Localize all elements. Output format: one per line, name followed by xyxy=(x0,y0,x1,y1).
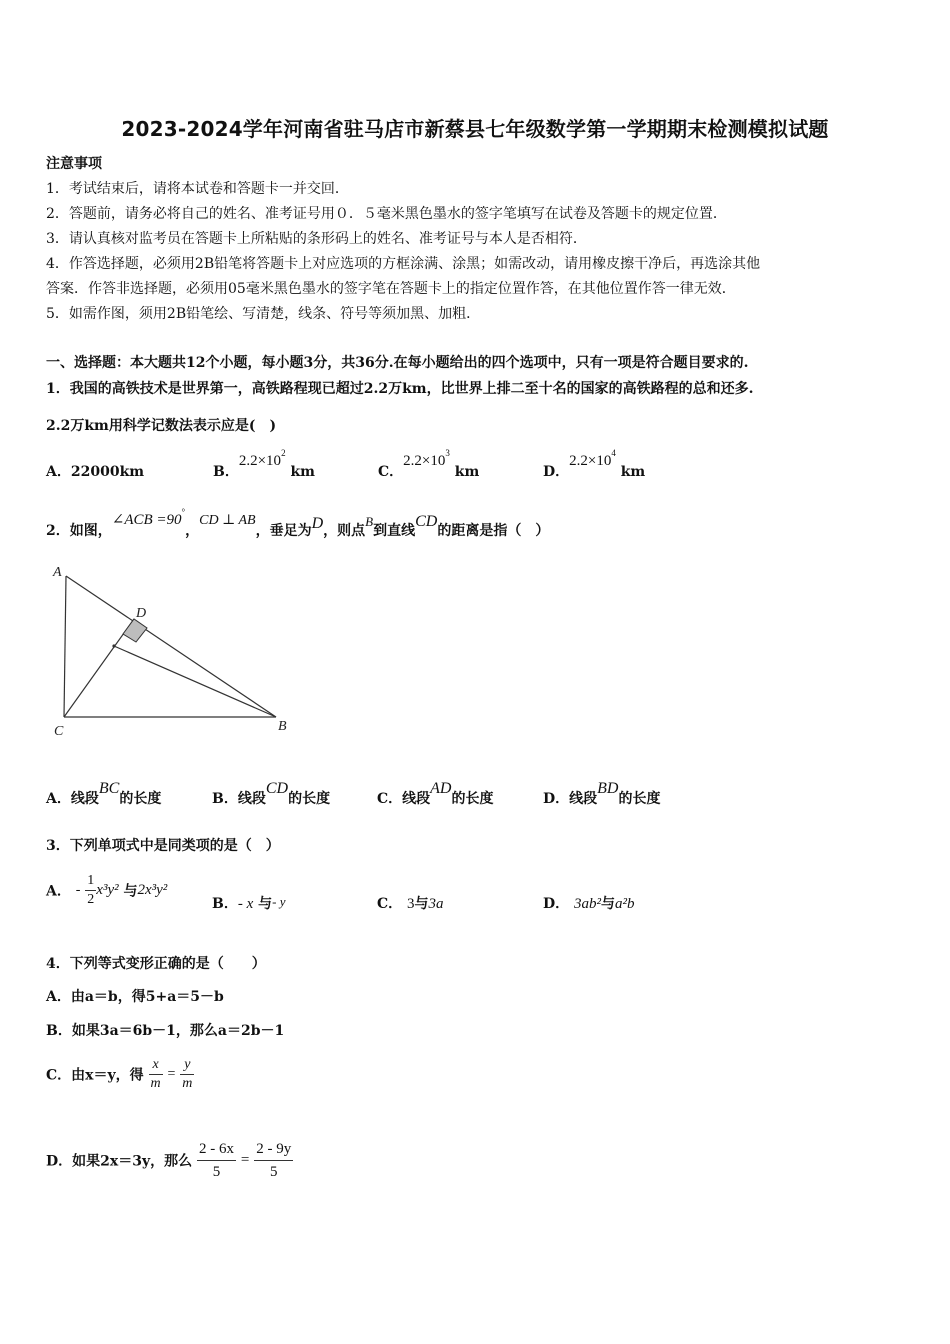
fraction: $\frac{2 - 9y}{5}$ xyxy=(254,1138,293,1183)
q2-option-b: B．线段CD的长度 xyxy=(212,780,331,807)
q1-option-a: A．22000km xyxy=(46,464,145,480)
q4-option-c: C．由x＝y，得 $\frac{x}{m}$ = $\frac{y}{m}$ xyxy=(46,1057,193,1091)
q4-stem: 4．下列等式变形正确的是（ ） xyxy=(46,956,266,972)
q2-stem: 2．如图，∠ACB =90°，CD ⊥ AB，垂足为D，则点B到直线CD的距离是指（ ） xyxy=(46,507,550,539)
q2-option-a: A．线段BC的长度 xyxy=(46,780,162,807)
q4-option-b: B．如果3a＝6b－1，那么a＝2b－1 xyxy=(46,1023,285,1039)
label-d: D xyxy=(136,606,147,621)
foot-point xyxy=(112,644,115,647)
q2-option-d: D．线段BD的长度 xyxy=(543,780,661,807)
q4-option-a: A．由a＝b，得5+a＝5－b xyxy=(46,989,224,1005)
q2-triangle-figure xyxy=(40,560,310,750)
q1-option-d: D．$2.2\times 10^4$ km xyxy=(543,448,646,480)
label-b: B xyxy=(278,719,287,734)
q2-option-c: C．线段AD的长度 xyxy=(377,780,494,807)
q1-stem-2: 2.2万km用科学记数法表示应是( ) xyxy=(46,418,277,434)
notice-item: 答案．作答非选择题，必须用05毫米黑色墨水的签字笔在答题卡上的指定位置作答，在其他位置作答一律无效． xyxy=(46,281,736,297)
notice-item: 1．考试结束后，请将本试卷和答题卡一并交回． xyxy=(46,181,349,197)
q1-option-b: B．$2.2\times 10^2$ km xyxy=(213,448,315,480)
page-title: 2023-2024学年河南省驻马店市新蔡县七年级数学第一学期期末检测模拟试题 xyxy=(121,117,829,141)
q1-stem: 1．我国的高铁技术是世界第一，高铁路程现已超过2.2万km，比世界上排二至十名的国家的高铁路程的总和还多. xyxy=(46,381,754,397)
segment-b-to-cd xyxy=(114,646,276,717)
notice-heading: 注意事项 xyxy=(46,156,102,172)
side-ab xyxy=(66,576,276,717)
q3-option-b: B．- x 与- y xyxy=(212,894,286,912)
right-angle-mark xyxy=(123,619,147,642)
q3-option-a: A． - $\frac{1}{2}$ x³y² 与2x³y² xyxy=(46,873,168,907)
side-ac xyxy=(64,576,66,717)
notice-item: 3．请认真核对监考员在答题卡上所粘贴的条形码上的姓名、准考证号与本人是否相符． xyxy=(46,231,587,247)
notice-item: 5．如需作图，须用2B铅笔绘、写清楚，线条、符号等须加黑、加粗． xyxy=(46,306,481,322)
fraction: $\frac{y}{m}$ xyxy=(182,1057,193,1091)
fraction: $\frac{1}{2}$ xyxy=(87,873,95,907)
fraction: $\frac{x}{m}$ xyxy=(150,1057,161,1091)
notice-item: 4．作答选择题，必须用2B铅笔将答题卡上对应选项的方框涂满、涂黑；如需改动，请用橡皮擦干净后，再选涂其他 xyxy=(46,256,761,272)
q4-option-d: D．如果2x＝3y，那么 $\frac{2 - 6x}{5}$ = $\frac{2 - 9y}{5}$ xyxy=(46,1138,293,1183)
label-a: A xyxy=(53,565,62,580)
notice-item: 2．答题前，请务必将自己的姓名、准考证号用０．５毫米黑色墨水的签字笔填写在试卷及答题卡的规定位置． xyxy=(46,206,727,222)
q1-option-c: C．$2.2\times 10^3$ km xyxy=(378,448,480,480)
label-c: C xyxy=(54,724,64,739)
q3-stem: 3．下列单项式中是同类项的是（ ） xyxy=(46,838,280,854)
fraction: $\frac{2 - 6x}{5}$ xyxy=(197,1138,236,1183)
q3-option-c: C． 3与3a xyxy=(377,896,444,912)
section-header: 一、选择题：本大题共12个小题，每小题3分，共36分.在每小题给出的四个选项中，只有一项是符合题目要求的. xyxy=(46,355,749,371)
q3-option-d: D． 3ab²与a²b xyxy=(543,896,635,912)
